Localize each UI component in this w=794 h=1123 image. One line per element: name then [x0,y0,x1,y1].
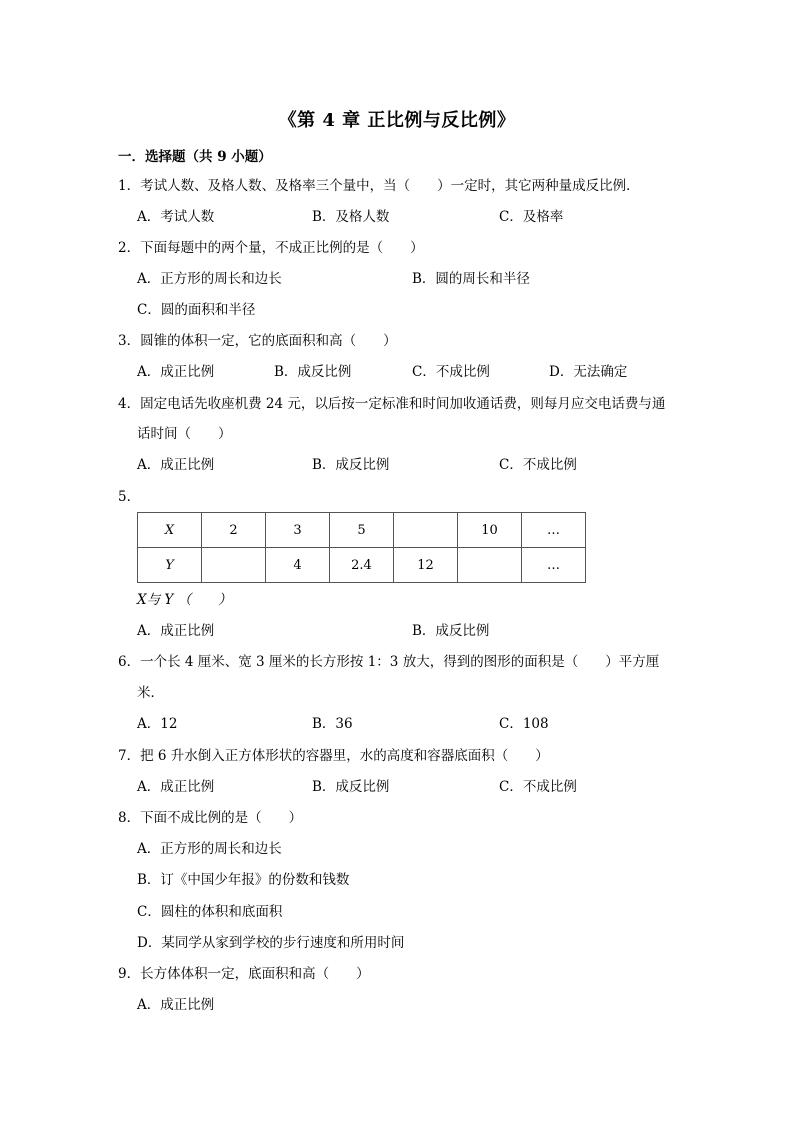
question-5-stem: 5． [118,489,141,505]
question-4-option-b: B．成反比例 [312,457,390,473]
table-cell: 12 [394,548,458,583]
document-title: 《第 4 章 正比例与反比例》 [278,110,516,131]
question-1-option-b: B．及格人数 [312,209,390,225]
table-cell [458,548,522,583]
question-5-option-b: B．成反比例 [412,623,490,639]
table-cell: 4 [266,548,330,583]
question-5-prompt: X与 Y （ ） [137,592,232,608]
table-cell: 2 [202,513,266,548]
question-7-stem: 7．把 6 升水倒入正方体形状的容器里，水的高度和容器底面积（ ） [118,748,549,764]
question-5-table [137,512,586,583]
question-3-stem: 3．圆锥的体积一定，它的底面积和高（ ） [118,333,397,349]
question-9-option-a: A．成正比例 [137,997,215,1013]
question-6-stem-continued: 米． [137,685,164,701]
table-cell [202,548,266,583]
question-6-option-b: B．36 [312,716,353,732]
question-8-option-a: A．正方形的周长和边长 [137,841,282,857]
question-1-stem: 1．考试人数、及格人数、及格率三个量中，当（ ）一定时，其它两种量成反比例． [118,178,640,194]
question-3-option-a: A．成正比例 [137,364,215,380]
section-heading: 一．选择题（共 9 小题） [118,149,272,165]
question-8-stem: 8．下面不成比例的是（ ） [118,810,303,826]
question-2-option-c: C．圆的面积和半径 [137,302,256,318]
question-8-option-b: B．订《中国少年报》的份数和钱数 [137,872,350,888]
question-8-option-d: D．某同学从家到学校的步行速度和所用时间 [137,935,405,951]
question-5-option-a: A．成正比例 [137,623,215,639]
table-row [138,513,586,548]
table-cell [394,513,458,548]
question-2-option-b: B．圆的周长和半径 [412,271,530,287]
table-row [138,548,586,583]
question-6-option-c: C．108 [499,716,549,732]
question-9-stem: 9．长方体体积一定，底面积和高（ ） [118,966,370,982]
question-6-stem: 6．一个长 4 厘米、宽 3 厘米的长方形按 1：3 放大，得到的图形的面积是（ ）平方厘 [118,654,660,670]
question-4-stem-continued: 话时间（ ） [137,426,232,442]
question-3-option-c: C．不成比例 [412,364,490,380]
table-cell: … [522,548,586,583]
table-cell: … [522,513,586,548]
table-cell: 2.4 [330,548,394,583]
question-4-stem: 4．固定电话先收座机费 24 元，以后按一定标准和时间加收通话费，则每月应交电话费与通 [118,396,666,412]
question-7-option-c: C．不成比例 [499,779,577,795]
question-6-option-a: A．12 [137,716,178,732]
question-4-option-a: A．成正比例 [137,457,215,473]
question-3-option-b: B．成反比例 [274,364,352,380]
question-4-option-c: C．不成比例 [499,457,577,473]
question-7-option-a: A．成正比例 [137,779,215,795]
question-7-option-b: B．成反比例 [312,779,390,795]
table-cell: Y [138,548,202,583]
question-1-option-a: A．考试人数 [137,209,215,225]
question-3-option-d: D．无法确定 [549,364,628,380]
question-2-option-a: A．正方形的周长和边长 [137,271,282,287]
table-cell: 10 [458,513,522,548]
question-8-option-c: C．圆柱的体积和底面积 [137,904,283,920]
question-1-option-c: C．及格率 [499,209,564,225]
table-cell: 5 [330,513,394,548]
table-cell: X [138,513,202,548]
table-cell: 3 [266,513,330,548]
question-2-stem: 2．下面每题中的两个量，不成正比例的是（ ） [118,240,424,256]
